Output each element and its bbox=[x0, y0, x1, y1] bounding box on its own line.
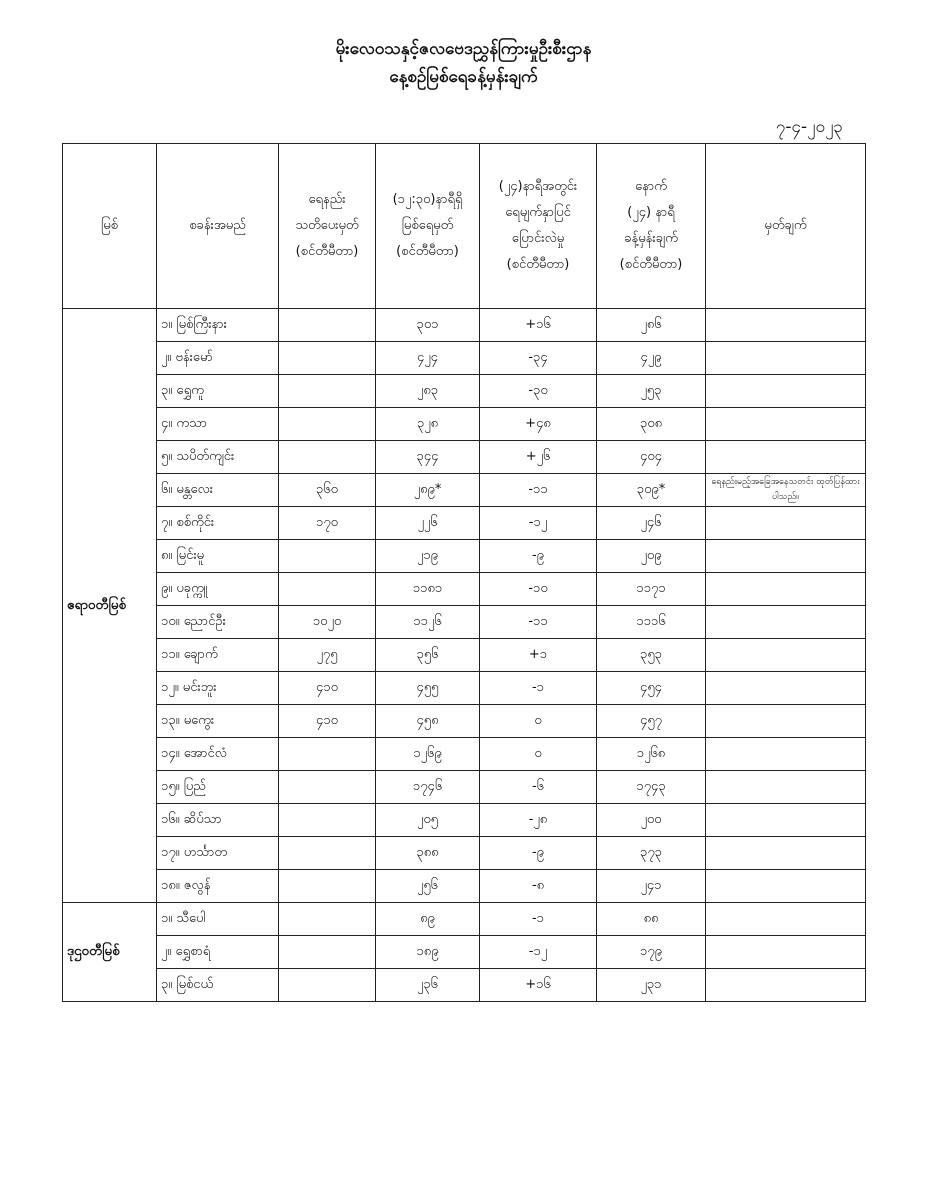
forecast-level: ၂၄၆ bbox=[597, 507, 706, 540]
column-header-line: ခန့်မှန်းချက် bbox=[624, 231, 678, 246]
warning-level bbox=[279, 771, 376, 804]
forecast-level: ၂၀၀ bbox=[597, 804, 706, 837]
station-name: ၅။ သပိတ်ကျင်း bbox=[157, 441, 279, 474]
level-change: -၁၁ bbox=[480, 474, 597, 507]
level-change: ၀ bbox=[480, 738, 597, 771]
level-change: -၈ bbox=[480, 870, 597, 903]
table-row bbox=[63, 540, 866, 573]
table-row bbox=[63, 738, 866, 771]
level-change: +၂၆ bbox=[480, 441, 597, 474]
column-header-line: (စင်တီမီတာ) bbox=[396, 244, 459, 259]
remark bbox=[706, 903, 866, 936]
warning-level bbox=[279, 408, 376, 441]
table-row bbox=[63, 474, 866, 507]
table-row bbox=[63, 837, 866, 870]
table-row bbox=[63, 639, 866, 672]
remark: ရေနည်းမည့်အခြေအနေသတင်း ထုတ်ပြန်ထားပါသည်။ bbox=[706, 474, 866, 507]
remark bbox=[706, 573, 866, 606]
water-level: ၈၉ bbox=[376, 903, 480, 936]
table-row bbox=[63, 441, 866, 474]
warning-level bbox=[279, 375, 376, 408]
station-name: ၁၄။ အောင်လံ bbox=[157, 738, 279, 771]
table-header-row bbox=[63, 144, 866, 309]
forecast-level: ၃၅၃ bbox=[597, 639, 706, 672]
column-header-line: (၁၂:၃၀)နာရီရှိ bbox=[392, 192, 463, 207]
remark bbox=[706, 375, 866, 408]
level-change: +၁၆ bbox=[480, 309, 597, 342]
water-level: ၃၀၁ bbox=[376, 309, 480, 342]
table-row bbox=[63, 969, 866, 1002]
water-level: ၁၂၆၉ bbox=[376, 738, 480, 771]
forecast-level: ၄၀၄ bbox=[597, 441, 706, 474]
station-name: ၁၀။ ညောင်ဦး bbox=[157, 606, 279, 639]
table-row bbox=[63, 936, 866, 969]
table-row bbox=[63, 870, 866, 903]
remark bbox=[706, 672, 866, 705]
table-row bbox=[63, 705, 866, 738]
column-header-line: သတိပေးမှတ် bbox=[295, 218, 359, 233]
remark bbox=[706, 969, 866, 1002]
forecast-level: ၂၄၁ bbox=[597, 870, 706, 903]
remark bbox=[706, 540, 866, 573]
warning-level: ၁၇၀ bbox=[279, 507, 376, 540]
column-header bbox=[157, 144, 279, 309]
forecast-level: ၂၈၆ bbox=[597, 309, 706, 342]
water-level: ၃၈၈ bbox=[376, 837, 480, 870]
forecast-level: ၁၇၉ bbox=[597, 936, 706, 969]
warning-level: ၂၇၅ bbox=[279, 639, 376, 672]
water-level: ၂၅၆ bbox=[376, 870, 480, 903]
level-change: -၃၀ bbox=[480, 375, 597, 408]
warning-level bbox=[279, 936, 376, 969]
remark bbox=[706, 639, 866, 672]
level-change: ၀ bbox=[480, 705, 597, 738]
table-row bbox=[63, 573, 866, 606]
warning-level: ၃၆၀ bbox=[279, 474, 376, 507]
level-change: -၁ bbox=[480, 672, 597, 705]
report-date: ၇-၄-၂၀၂၃ bbox=[775, 117, 843, 137]
water-level: ၃၄၄ bbox=[376, 441, 480, 474]
column-header-line: (စင်တီမီတာ) bbox=[506, 257, 570, 272]
station-name: ၁၇။ ဟင်္သာတ bbox=[157, 837, 279, 870]
level-change: +၁ bbox=[480, 639, 597, 672]
forecast-level: ၂၃၁ bbox=[597, 969, 706, 1002]
station-name: ၁၆။ ဆိပ်သာ bbox=[157, 804, 279, 837]
remark bbox=[706, 309, 866, 342]
station-name: ၆။ မန္တလေး bbox=[157, 474, 279, 507]
remark bbox=[706, 870, 866, 903]
level-change: -၂၈ bbox=[480, 804, 597, 837]
water-level: ၂၈၉* bbox=[376, 474, 480, 507]
column-header-line: (၂၄)နာရီအတွင်း bbox=[498, 179, 578, 194]
level-change: -၆ bbox=[480, 771, 597, 804]
warning-level bbox=[279, 309, 376, 342]
forecast-level: ၂၅၃ bbox=[597, 375, 706, 408]
water-level: ၂၀၅ bbox=[376, 804, 480, 837]
river-name: ဒုဌဝတီမြစ် bbox=[63, 903, 157, 1002]
forecast-level: ၁၂၆၈ bbox=[597, 738, 706, 771]
warning-level bbox=[279, 573, 376, 606]
station-name: ၁။ မြစ်ကြီးနား bbox=[157, 309, 279, 342]
forecast-level: ၄၂၉ bbox=[597, 342, 706, 375]
remark bbox=[706, 408, 866, 441]
table-row bbox=[63, 507, 866, 540]
level-change: -၁၂ bbox=[480, 507, 597, 540]
river-name: ဧရာဝတီမြစ် bbox=[63, 309, 157, 903]
station-name: ၇။ စစ်ကိုင်း bbox=[157, 507, 279, 540]
column-header bbox=[279, 144, 376, 309]
column-header-line: (စင်တီမီတာ) bbox=[295, 244, 359, 259]
column-header-line: (၂၄) နာရီ bbox=[627, 205, 675, 220]
department-title: မိုးလေဝသနှင့်ဇလဗေဒညွှန်ကြားမှုဦးစီးဌာန bbox=[335, 39, 592, 59]
level-change: -၁ bbox=[480, 903, 597, 936]
station-name: ၄။ ကသာ bbox=[157, 408, 279, 441]
station-name: ၃။ ရွှေကူ bbox=[157, 375, 279, 408]
table-row bbox=[63, 771, 866, 804]
level-change: -၁၀ bbox=[480, 573, 597, 606]
remark bbox=[706, 771, 866, 804]
station-name: ၁၅။ ပြည် bbox=[157, 771, 279, 804]
table-row bbox=[63, 672, 866, 705]
remark bbox=[706, 738, 866, 771]
station-name: ၁။ သီပေါ bbox=[157, 903, 279, 936]
remark bbox=[706, 705, 866, 738]
water-level: ၂၁၉ bbox=[376, 540, 480, 573]
water-level: ၂၃၆ bbox=[376, 969, 480, 1002]
remark bbox=[706, 507, 866, 540]
table-row bbox=[63, 606, 866, 639]
column-header bbox=[376, 144, 480, 309]
table-row bbox=[63, 309, 866, 342]
warning-level bbox=[279, 903, 376, 936]
forecast-level: ၃၇၃ bbox=[597, 837, 706, 870]
forecast-level: ၁၇၄၃ bbox=[597, 771, 706, 804]
column-header-line: ပြောင်းလဲမှု bbox=[511, 231, 565, 246]
forecast-level: ၃၀၈ bbox=[597, 408, 706, 441]
warning-level bbox=[279, 870, 376, 903]
column-header-line: နောက် bbox=[635, 179, 667, 194]
water-level: ၃၂၈ bbox=[376, 408, 480, 441]
level-change: -၃၄ bbox=[480, 342, 597, 375]
water-level: ၂၈၃ bbox=[376, 375, 480, 408]
level-change: -၁၂ bbox=[480, 936, 597, 969]
table-row bbox=[63, 375, 866, 408]
remark bbox=[706, 837, 866, 870]
remark bbox=[706, 342, 866, 375]
water-level: ၄၅၅ bbox=[376, 672, 480, 705]
column-header-line: စခန်းအမည် bbox=[189, 218, 246, 233]
level-change: +၄၈ bbox=[480, 408, 597, 441]
water-level: ၁၇၄၆ bbox=[376, 771, 480, 804]
column-header-line: ရေနည်း bbox=[308, 192, 346, 207]
column-header-line: မှတ်ချက် bbox=[764, 218, 807, 233]
level-change: -၁၁ bbox=[480, 606, 597, 639]
column-header bbox=[480, 144, 597, 309]
water-level: ၄၅၈ bbox=[376, 705, 480, 738]
table-row bbox=[63, 804, 866, 837]
level-change: -၉ bbox=[480, 837, 597, 870]
level-change: +၁၆ bbox=[480, 969, 597, 1002]
water-level: ၃၅၆ bbox=[376, 639, 480, 672]
warning-level bbox=[279, 342, 376, 375]
warning-level bbox=[279, 969, 376, 1002]
table-row bbox=[63, 342, 866, 375]
warning-level bbox=[279, 738, 376, 771]
column-header-line: (စင်တီမီတာ) bbox=[619, 257, 683, 272]
station-name: ၈။ မြင်းမူ bbox=[157, 540, 279, 573]
remark bbox=[706, 441, 866, 474]
level-change: -၉ bbox=[480, 540, 597, 573]
water-level: ၄၂၄ bbox=[376, 342, 480, 375]
warning-level bbox=[279, 441, 376, 474]
water-level: ၁၁၈၁ bbox=[376, 573, 480, 606]
remark bbox=[706, 606, 866, 639]
warning-level bbox=[279, 540, 376, 573]
remark bbox=[706, 936, 866, 969]
station-name: ၁၃။ မကွေး bbox=[157, 705, 279, 738]
forecast-level: ၁၁၇၁ bbox=[597, 573, 706, 606]
forecast-level: ၄၅၇ bbox=[597, 705, 706, 738]
warning-level bbox=[279, 804, 376, 837]
report-title: နေ့စဉ်မြစ်ရေခန့်မှန်းချက် bbox=[389, 67, 538, 87]
column-header-line: မြစ် bbox=[101, 218, 118, 233]
warning-level: ၄၁၀ bbox=[279, 705, 376, 738]
station-name: ၁၈။ ဇလွန် bbox=[157, 870, 279, 903]
warning-level: ၁၀၂၀ bbox=[279, 606, 376, 639]
forecast-level: ၂၀၉ bbox=[597, 540, 706, 573]
station-name: ၃။ မြစ်ငယ် bbox=[157, 969, 279, 1002]
forecast-level: ၈၈ bbox=[597, 903, 706, 936]
water-level: ၁၈၉ bbox=[376, 936, 480, 969]
warning-level: ၄၁၀ bbox=[279, 672, 376, 705]
table-row bbox=[63, 903, 866, 936]
station-name: ၁၂။ မင်းဘူး bbox=[157, 672, 279, 705]
forecast-level: ၄၅၄ bbox=[597, 672, 706, 705]
station-name: ၂။ ရွှေစာရံ bbox=[157, 936, 279, 969]
column-header bbox=[706, 144, 866, 309]
water-level: ၂၂၆ bbox=[376, 507, 480, 540]
column-header bbox=[63, 144, 157, 309]
station-name: ၉။ ပခုက္ကူ bbox=[157, 573, 279, 606]
table-row bbox=[63, 408, 866, 441]
warning-level bbox=[279, 837, 376, 870]
column-header-line: မြစ်ရေမှတ် bbox=[401, 218, 454, 233]
column-header bbox=[597, 144, 706, 309]
remark bbox=[706, 804, 866, 837]
table-body bbox=[63, 309, 866, 1002]
forecast-level: ၁၁၁၆ bbox=[597, 606, 706, 639]
river-level-table bbox=[62, 143, 866, 1002]
water-level: ၁၁၂၆ bbox=[376, 606, 480, 639]
forecast-level: ၃၀၉* bbox=[597, 474, 706, 507]
station-name: ၂။ ဗန်းမော် bbox=[157, 342, 279, 375]
station-name: ၁၁။ ချောက် bbox=[157, 639, 279, 672]
column-header-line: ရေမျက်နှာပြင် bbox=[505, 205, 571, 220]
